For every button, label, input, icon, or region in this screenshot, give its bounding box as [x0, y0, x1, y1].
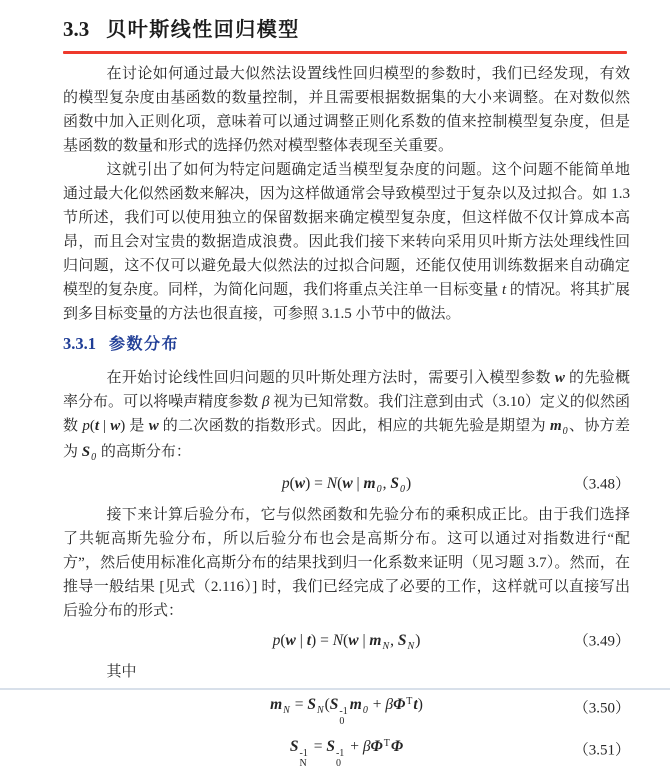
subsection-number: 3.3.1: [63, 334, 96, 353]
equation-number: （3.51）: [573, 742, 630, 758]
equation-row-3-50: [63, 691, 630, 726]
paragraph-3: 在开始讨论线性回归问题的贝叶斯处理方法时，需要引入模型参数 w 的先验概率分布。可以将噪声精度参数 β 视为已知常数。我们注意到由式（3.10）定义的似然函数 p(t | w) 是 w 的二次函数的指数形式。因此，相应的共轭先验是期望为 $m_0$、协方差为 $S_0$ 的高斯分布：: [63, 370, 630, 463]
equation-formula: $m_N = S_N(S$ -1 0 $m_0 + \beta\Phi^Tt$): [270, 695, 423, 727]
section-rule: [63, 51, 627, 54]
paragraph-1: 在讨论如何通过最大似然法设置线性回归模型的参数时，我们已经发现，有效的模型复杂度由基函数的数量控制，并且需要根据数据集的大小来调整。在对数似然函数中加入正则化项，意味着可以通过调整正则化系数的值来控制模型复杂度，但是基函数的数量和形式的选择仍然对模型整体表现至关重要。: [63, 66, 630, 154]
section-title: 贝叶斯线性回归模型: [106, 19, 300, 41]
equation-formula: S -1 N = S -1 0 + $\beta\Phi^T\Phi$: [289, 737, 404, 769]
subsection-heading: [63, 333, 630, 356]
equation-row-3-51: [63, 733, 630, 768]
where-label: 其中: [106, 664, 137, 680]
equation-formula: p(w | t) = N(w | $m_N$, $S_N$): [272, 632, 421, 652]
page-bottom-rule: [0, 688, 670, 690]
paragraph-2: 这就引出了如何为特定问题确定适当模型复杂度的问题。这个问题不能简单地通过最大化似然函数来解决，因为这样做通常会导致模型过于复杂以及过拟合。如 1.3 节所述，我们可以使用独立的保留数据来确定模型复杂度，但这样做不仅计算成本高昂，而且会对宝贵的数据造成浪费。因此我们接下来转向采用贝叶斯方法处理线性回归问题，这不仅可以避免最大似然法的过拟合问题，还能仅使用训练数据来自动确定模型的复杂度。同样，为简化问题，我们将重点关注单一目标变量 t 的情况。将其扩展到多目标变量的方法也很直接，可参照 3.1.5 小节中的做法。: [63, 162, 630, 322]
equation-number: （3.50）: [573, 700, 630, 716]
subsection-title: 参数分布: [109, 336, 180, 353]
page-content: [63, 0, 630, 772]
equation-row-3-48: [63, 470, 630, 499]
equation-number: （3.49）: [573, 633, 630, 649]
equation-row-3-49: [63, 627, 630, 656]
section-number: 3.3: [63, 17, 90, 41]
section-heading: [63, 15, 630, 44]
equation-number: （3.48）: [573, 476, 630, 492]
paragraph-4: 接下来计算后验分布，它与似然函数和先验分布的乘积成正比。由于我们选择了共轭高斯先验分布，所以后验分布也会是高斯分布。这可以通过对指数进行“配方”，然后使用标准化高斯分布的结果找到归一化系数来证明（见习题 3.7）。然而，在推导一般结果 [见式（2.116）] 时，我们已经完成了必要的工作，这样就可以直接写出后验分布的形式：: [63, 507, 630, 619]
equation-formula: p(w) = N(w | $m_0$, $S_0$): [281, 475, 412, 495]
